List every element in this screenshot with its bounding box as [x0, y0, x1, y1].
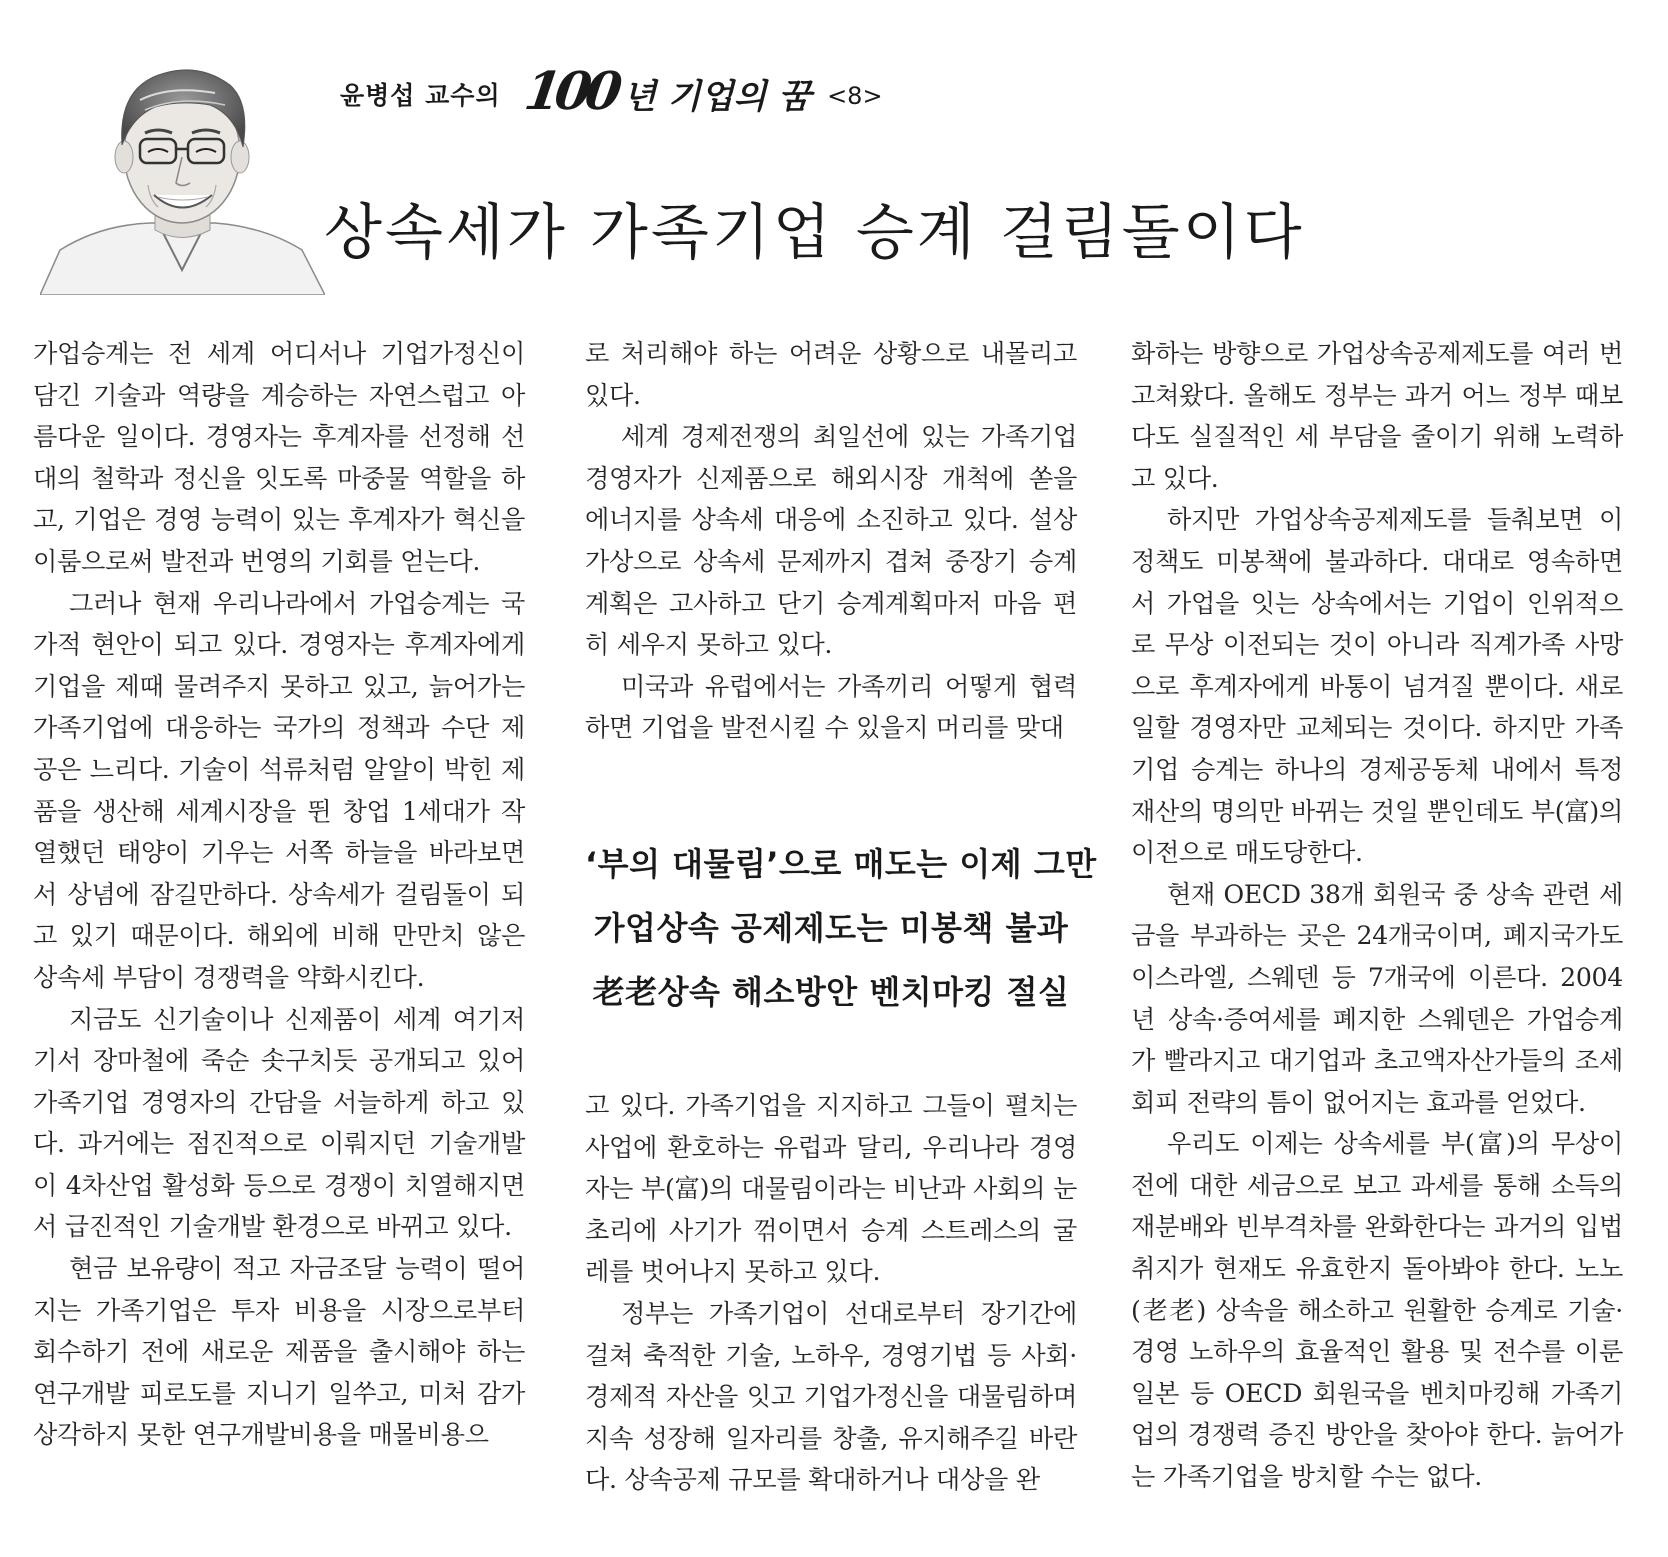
body-paragraph: 미국과 유럽에서는 가족끼리 어떻게 협력하면 기업을 발전시킬 수 있을지 머리를 맞대	[585, 671, 1077, 743]
article-header	[0, 0, 1668, 300]
series-author: 윤병섭 교수의	[340, 81, 501, 110]
pull-quote-line: ‘부의 대물림’으로 매도는 이제 그만	[585, 845, 1097, 883]
body-column-2-top	[585, 333, 1077, 749]
body-column-1	[33, 333, 525, 1456]
series-logo	[520, 61, 812, 122]
pull-quote-line: 가업상속 공제제도는 미봉책 불과	[593, 909, 1069, 947]
body-paragraph: 가업승계는 전 세계 어디서나 기업가정신이 담긴 기술과 역량을 계승하는 자연스럽고 아름다운 일이다. 경영자는 후계자를 선정해 선대의 철학과 정신을 잇도록 마중물 역할을 하고, 기업은 경영 능력이 있는 후계자가 혁신을 이룸으로써 발전과 번영의 기회를 얻는다.	[33, 339, 525, 576]
body-paragraph: 그러나 현재 우리나라에서 가업승계는 국가적 현안이 되고 있다. 경영자는 후계자에게 기업을 제때 물려주지 못하고 있고, 늙어가는 가족기업에 대응하는 국가의 정책과 수단 제공은 느리다. 기술이 석류처럼 알알이 박힌 제품을 생산해 세계시장을 뛴 창업 1세대가 작열했던 태양이 기우는 서쪽 하늘을 바라보면서 상념에 잠길만하다. 상속세가 걸림돌이 되고 있기 때문이다. 해외에 비해 만만치 않은 상속세 부담이 경쟁력을 약화시킨다.	[33, 588, 525, 992]
body-column-3	[1131, 333, 1623, 1498]
pull-quote-line: 老老상속 해소방안 벤치마킹 절실	[592, 973, 1070, 1011]
body-paragraph: 하지만 가업상속공제제도를 들춰보면 이 정책도 미봉책에 불과하다. 대대로 영속하면서 가업을 잇는 상속에서는 기업이 인위적으로 무상 이전되는 것이 아니라 직계가족 사망으로 후계자에게 바통이 넘겨질 뿐이다. 새로 일할 경영자만 교체되는 것이다. 하지만 가족기업 승계는 하나의 경제공동체 내에서 특정 재산의 명의만 바뀌는 것일 뿐인데도 부(富)의 이전으로 매도당한다.	[1131, 505, 1623, 868]
pull-quote	[585, 832, 1097, 1024]
series-number: <8>	[827, 82, 883, 110]
series-logo-number: 100	[520, 61, 620, 122]
article-headline: 상속세가 가족기업 승계 걸림돌이다	[324, 198, 1305, 268]
body-paragraph: 현금 보유량이 적고 자금조달 능력이 떨어지는 가족기업은 투자 비용을 시장으로부터 회수하기 전에 새로운 제품을 출시해야 하는 연구개발 피로도를 지니기 일쑤고, 미처 감가상각하지 못한 연구개발비용을 매몰비용으	[33, 1254, 525, 1450]
body-paragraph: 화하는 방향으로 가업상속공제제도를 여러 번 고쳐왔다. 올해도 정부는 과거 어느 정부 때보다도 실질적인 세 부담을 줄이기 위해 노력하고 있다.	[1131, 339, 1623, 493]
series-logo-text: 년 기업의 꿈	[623, 77, 812, 117]
body-paragraph: 고 있다. 가족기업을 지지하고 그들이 펼치는 사업에 환호하는 유럽과 달리, 우리나라 경영자는 부(富)의 대물림이라는 비난과 사회의 눈초리에 사기가 꺾이면서 승계 스트레스의 굴레를 벗어나지 못하고 있다.	[585, 1091, 1077, 1287]
body-paragraph: 정부는 가족기업이 선대로부터 장기간에 걸쳐 축적한 기술, 노하우, 경영기법 등 사회·경제적 자산을 잇고 기업가정신을 대물림하며 지속 성장해 일자리를 창출, 유지해주길 바란다. 상속공제 규모를 확대하거나 대상을 완	[585, 1298, 1077, 1495]
body-paragraph: 우리도 이제는 상속세를 부(富)의 무상이전에 대한 세금으로 보고 과세를 통해 소득의 재분배와 빈부격차를 완화한다는 과거의 입법 취지가 현재도 유효한지 돌아봐야 한다. 노노(老老) 상속을 해소하고 원활한 승계로 기술·경영 노하우의 효율적인 활용 및 전수를 이룬 일본 등 OECD 회원국을 벤치마킹해 가족기업의 경쟁력 증진 방안을 찾아야 한다. 늙어가는 가족기업을 방치할 수는 없다.	[1131, 1129, 1623, 1492]
body-paragraph: 현재 OECD 38개 회원국 중 상속 관련 세금을 부과하는 곳은 24개국이며, 폐지국가도 이스라엘, 스웨덴 등 7개국에 이른다. 2004년 상속·증여세를 폐지한 스웨덴은 가업승계가 빨라지고 대기업과 초고액자산가들의 조세회피 전략의 틈이 없어지는 효과를 얻었다.	[1131, 879, 1623, 1117]
body-paragraph: 로 처리해야 하는 어려운 상황으로 내몰리고 있다.	[585, 339, 1077, 410]
series-title	[340, 61, 883, 122]
body-column-2-bottom	[585, 1085, 1077, 1501]
body-paragraph: 세계 경제전쟁의 최일선에 있는 가족기업 경영자가 신제품으로 해외시장 개척에 쏟을 에너지를 상속세 대응에 소진하고 있다. 설상가상으로 상속세 문제까지 겹쳐 중장기 승계계획은 고사하고 단기 승계계획마저 마음 편히 세우지 못하고 있다.	[585, 422, 1077, 660]
author-portrait-illustration	[40, 45, 325, 295]
body-paragraph: 지금도 신기술이나 신제품이 세계 여기저기서 장마철에 죽순 솟구치듯 공개되고 있어 가족기업 경영자의 간담을 서늘하게 하고 있다. 과거에는 점진적으로 이뤄지던 기술개발이 4차산업 활성화 등으로 경쟁이 치열해지면서 급진적인 기술개발 환경으로 바뀌고 있다.	[33, 1004, 525, 1242]
